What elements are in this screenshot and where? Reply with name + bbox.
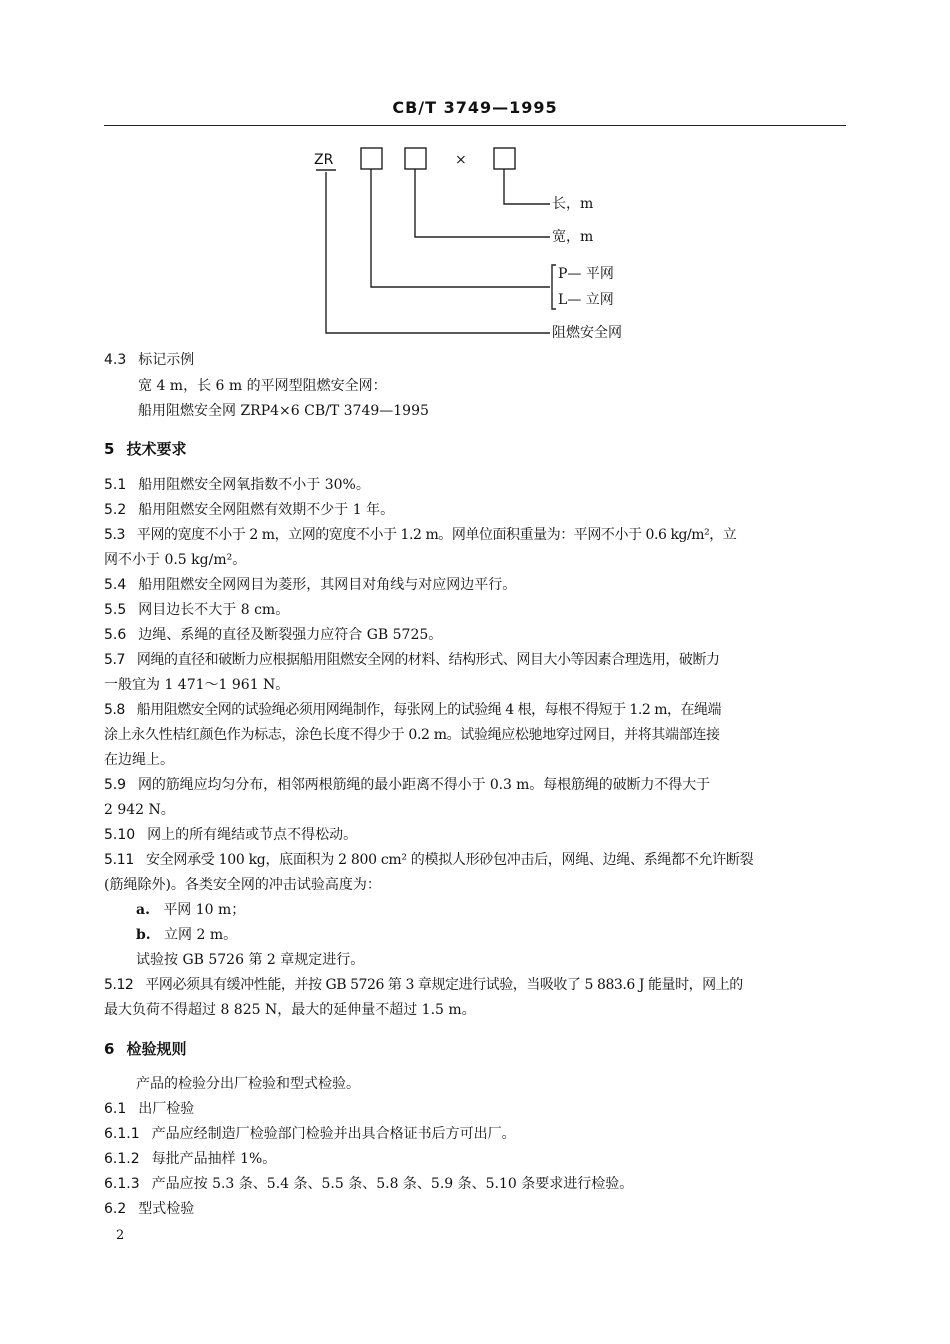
box-type [361, 148, 382, 169]
length-leader [504, 169, 550, 204]
width-leader [415, 169, 550, 237]
name-leader [326, 172, 550, 333]
clause-6-1: 6.1 出厂检验 [104, 1101, 195, 1117]
section-6-heading: 6 检验规则 [104, 1040, 187, 1058]
label-length: 长，m [552, 196, 594, 212]
clause-5-11-item-a: a. 平网 10 m； [136, 902, 246, 918]
marking-diagram [0, 0, 950, 360]
clause-6-1-3: 6.1.3 产品应按 5.3 条、5.4 条、5.5 条、5.8 条、5.9 条、5.10 条要求进行检验。 [104, 1176, 634, 1192]
diagram-times: × [455, 152, 467, 168]
clause-6-1-2: 6.1.2 每批产品抽样 1%。 [104, 1151, 277, 1167]
clause-5-7-cont: 一般宜为 1 471～1 961 N。 [104, 677, 290, 693]
type-leader [371, 169, 550, 287]
clause-5-9-cont: 2 942 N。 [104, 802, 175, 818]
clause-4-3-line1: 宽 4 m，长 6 m 的平网型阻燃安全网： [138, 378, 387, 394]
clause-4-3-title: 4.3 标记示例 [104, 352, 195, 368]
clause-5-12: 5.12 平网必须具有缓冲性能，并按 GB 5726 第 3 章规定进行试验，当吸收了 5 883.6 J 能量时，网上的 [104, 977, 743, 993]
section-6-intro: 产品的检验分出厂检验和型式检验。 [136, 1076, 360, 1092]
diagram-prefix: ZR [314, 152, 334, 168]
clause-5-8-cont: 涂上永久性桔红颜色作为标志，涂色长度不得少于 0.2 m。试验绳应松驰地穿过网目，并将其端部连接 [104, 727, 720, 743]
clause-5-1: 5.1 船用阻燃安全网氧指数不小于 30%。 [104, 477, 370, 493]
clause-5-11-cont: (筋绳除外)。各类安全网的冲击试验高度为： [104, 877, 381, 893]
clause-5-8-cont2: 在边绳上。 [104, 752, 174, 768]
label-flat-net: P— 平网 [558, 266, 614, 282]
label-width: 宽，m [552, 229, 594, 245]
clause-5-6: 5.6 边绳、系绳的直径及断裂强力应符合 GB 5725。 [104, 627, 443, 643]
clause-5-9: 5.9 网的筋绳应均匀分布，相邻两根筋绳的最小距离不得小于 0.3 m。每根筋绳的破断力不得大于 [104, 777, 711, 793]
page-number: 2 [116, 1228, 125, 1243]
clause-5-7: 5.7 网绳的直径和破断力应根据船用阻燃安全网的材料、结构形式、网目大小等因素合理选用，破断力 [104, 652, 720, 668]
clause-4-3-line2: 船用阻燃安全网 ZRP4×6 CB/T 3749—1995 [138, 403, 429, 419]
type-bracket [552, 265, 556, 309]
clause-5-8: 5.8 船用阻燃安全网的试验绳必须用网绳制作，每张网上的试验绳 4 根，每根不得短于 1.2 m，在绳端 [104, 702, 722, 718]
clause-6-1-1: 6.1.1 产品应经制造厂检验部门检验并出具合格证书后方可出厂。 [104, 1126, 516, 1142]
clause-5-10: 5.10 网上的所有绳结或节点不得松动。 [104, 827, 358, 843]
box-width [405, 148, 426, 169]
clause-5-11-note: 试验按 GB 5726 第 2 章规定进行。 [136, 952, 365, 968]
label-vertical-net: L— 立网 [558, 292, 614, 308]
section-5-heading: 5 技术要求 [104, 440, 187, 458]
clause-5-11: 5.11 安全网承受 100 kg，底面积为 2 800 cm² 的模拟人形砂包冲击后，网绳、边绳、系绳都不允许断裂 [104, 852, 754, 868]
clause-5-5: 5.5 网目边长不大于 8 cm。 [104, 602, 290, 618]
clause-5-2: 5.2 船用阻燃安全网阻燃有效期不少于 1 年。 [104, 502, 395, 518]
standard-code-header: CB/T 3749—1995 [392, 98, 558, 117]
clause-5-12-cont: 最大负荷不得超过 8 825 N，最大的延伸量不超过 1.5 m。 [104, 1002, 476, 1018]
label-product-name: 阻燃安全网 [552, 325, 622, 341]
clause-5-4: 5.4 船用阻燃安全网网目为菱形，其网目对角线与对应网边平行。 [104, 577, 517, 593]
clause-6-2: 6.2 型式检验 [104, 1201, 195, 1217]
clause-5-3-cont: 网不小于 0.5 kg/m²。 [104, 552, 247, 568]
clause-5-11-item-b: b. 立网 2 m。 [136, 927, 238, 943]
clause-5-3: 5.3 平网的宽度不小于 2 m，立网的宽度不小于 1.2 m。网单位面积重量为：平网不小于 0.6 kg/m²，立 [104, 527, 737, 543]
box-length [494, 148, 515, 169]
